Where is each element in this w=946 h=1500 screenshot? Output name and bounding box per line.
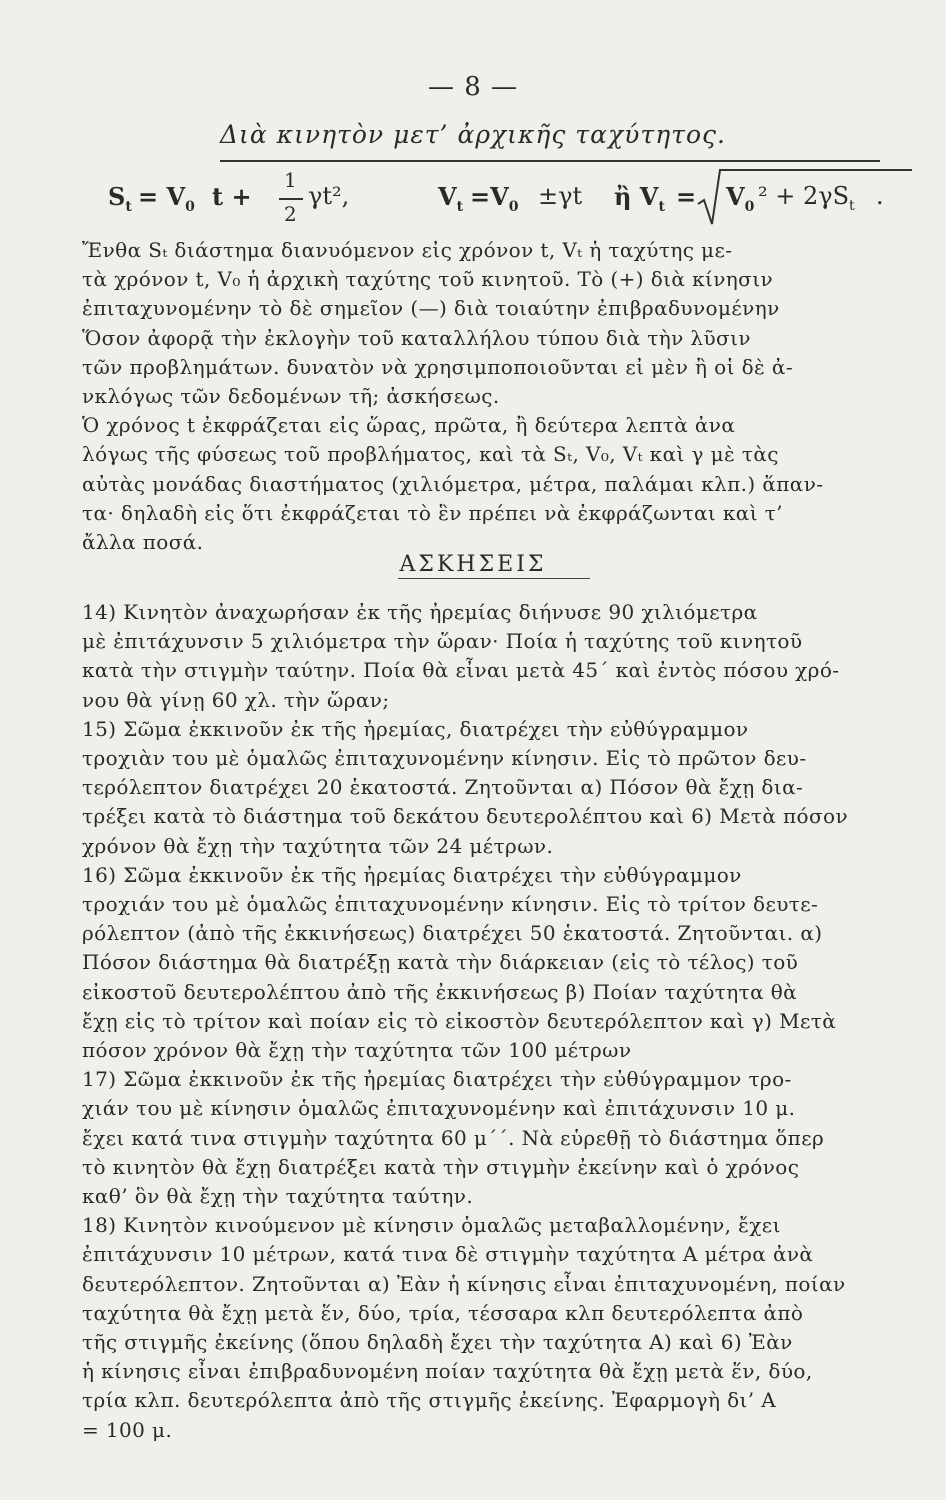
text-line: ἐπιτάχυνσιν 10 μέτρων, κατά τινα δὲ στιγμὴν ταχύτητα Α μέτρα ἀνὰ [82,1242,814,1267]
text-line: 17) Σῶμα ἐκκινοῦν ἐκ τῆς ἠρεμίας διατρέχει τὴν εὐθύγραμμον τρο- [82,1067,792,1092]
formula-period: . [876,182,884,210]
text-line: αὐτὰς μονάδας διαστήματος (χιλιόμετρα, μέτρα, παλάμαι κλπ.) ἅπαν- [82,471,824,496]
formula-vt: $V_t$ [438,182,464,215]
text-line: νου θὰ γίνῃ 60 χλ. τὴν ὥραν; [82,687,390,712]
text-line: τροχιάν του μὲ ὁμαλῶς ἐπιταχυνομένην κίνησιν. Εἰς τὸ τρίτον δευτε- [82,892,819,916]
formula-s: $S_t$ [108,182,132,215]
text-line: τροχιὰν του μὲ ὁμαλῶς ἐπιταχυνομένην κίνησιν. Εἰς τὸ πρῶτον δευ- [82,746,807,770]
text-line: καθ’ ὃν θὰ ἔχῃ τὴν ταχύτητα ταύτην. [82,1184,474,1208]
fraction-numerator: 1 [284,168,297,192]
text-line: τὰ χρόνον t, V₀ ἡ ἀρχικὴ ταχύτης τοῦ κινητοῦ. Τὸ (+) διὰ κίνησιν [82,267,774,292]
text-line: εἰκοστοῦ δευτερολέπτου ἀπὸ τῆς ἐκκινήσεως β) Ποίαν ταχύτητα θὰ [82,979,798,1004]
text-line: ἔχει κατά τινα στιγμὴν ταχύτητα 60 μ΄΄. Νὰ εὑρεθῇ τὸ διάστημα ὅπερ [82,1125,825,1150]
text-line: κατὰ τὴν στιγμὴν ταύτην. Ποία θὰ εἶναι μετὰ 45΄ καὶ ἐντὸς πόσου χρό- [82,658,840,683]
text-line: πόσον χρόνον θὰ ἔχῃ τὴν ταχύτητα τῶν 100 μέτρων [82,1038,632,1062]
text-line: τὸ κινητὸν θὰ ἔχῃ διατρέξει κατὰ τὴν στιγμὴν ἐκείνην καὶ ὁ χρόνος [82,1154,800,1179]
text-line: Ὅσον ἀφορᾷ τὴν ἐκλογὴν τοῦ καταλλήλου τύπου διὰ τὴν λῦσιν [82,325,751,350]
text-line: ἔχῃ εἰς τὸ τρίτον καὶ ποίαν εἰς τὸ εἰκοστὸν δευτερόλεπτον καὶ γ) Μετὰ [82,1008,837,1033]
text-line: τῶν προβλημάτων. δυνατὸν νὰ χρησιμποποιοῦνται εἰ μὲν ἢ οἱ δὲ ἀ- [82,354,793,379]
text-line: τῆς στιγμῆς ἐκείνης (ὅπου δηλαδὴ ἔχει τὴν ταχύτητα Α) καὶ 6) Ἐὰν [82,1330,793,1354]
text-line: τρέξει κατὰ τὸ διάστημα τοῦ δεκάτου δευτερολέπτου καὶ 6) Μετὰ πόσον [82,804,849,829]
text-line: 16) Σῶμα ἐκκινοῦν ἐκ τῆς ἠρεμίας διατρέχει τὴν εὐθύγραμμον [82,862,742,887]
text-line: Πόσον διάστημα θὰ διατρέξῃ κατὰ τὴν διάρκειαν (εἰς τὸ τέλος) τοῦ [82,950,799,975]
text-line: = 100 μ. [82,1417,173,1442]
text-line: χιάν του μὲ κίνησιν ὁμαλῶς ἐπιταχυνομένην καὶ ἐπιτάχυνσιν 10 μ. [82,1096,796,1121]
formula-eq-v0: $=V_0$ [470,182,519,215]
text-line: ἄλλα ποσά. [82,530,204,554]
section-title: Διὰ κινητὸν μετ’ ἀρχικῆς ταχύτητος. [219,120,727,149]
text-line: νκλόγως τῶν δεδομένων τῆ; ἀσκήσεως. [82,384,500,408]
text-line: μὲ ἐπιτάχυνσιν 5 χιλιόμετρα τὴν ὥραν· Ποία ἡ ταχύτης τοῦ κινητοῦ [82,629,803,654]
page-number: — 8 — [427,72,519,102]
formula-v0-squared: $V_0$ [726,182,755,215]
text-line: Ὁ χρόνος t ἐκφράζεται εἰς ὥρας, πρῶτα, ἢ δεύτερα λεπτὰ ἀνα [82,413,736,438]
fraction-denominator: 2 [284,202,297,226]
exercises-underline [398,578,590,579]
text-line: 14) Κινητὸν ἀναχωρήσαν ἐκ τῆς ἠρεμίας διήνυσε 90 χιλιόμετρα [82,600,758,624]
formula-t-plus: t + [212,182,252,211]
text-line: Ἔνθα Sₜ διάστημα διανυόμενον εἰς χρόνον t, Vₜ ἡ ταχύτης με- [82,238,733,262]
formula-pm-gt: ±γt [538,182,583,210]
text-line: δευτερόλεπτον. Ζητοῦνται α) Ἐὰν ἡ κίνησις εἶναι ἐπιταχυνομένη, ποίαν [82,1271,846,1296]
fraction-bar [279,198,303,200]
text-line: 18) Κινητὸν κινούμενον μὲ κίνησιν ὁμαλῶς μεταβαλλομένην, ἔχει [82,1213,781,1238]
text-line: τα· δηλαδὴ εἰς ὅτι ἐκφράζεται τὸ ἓν πρέπει νὰ ἐκφράζωνται καὶ τ’ [82,500,783,525]
text-line: τρία κλπ. δευτερόλεπτα ἀπὸ τῆς στιγμῆς ἐκείνης. Ἐφαρμογὴ δι’ Α [82,1388,777,1413]
text-line: χρόνον θὰ ἔχῃ τὴν ταχύτητα τῶν 24 μέτρων. [82,833,554,858]
text-line: λόγως τῆς φύσεως τοῦ προβλήματος, καὶ τὰ Sₜ, V₀, Vₜ καὶ γ μὲ τὰς [82,442,779,467]
formula-or-vt: ἢ $V_t$ [614,182,665,215]
text-line: ἡ κίνησις εἶναι ἐπιβραδυνομένη ποίαν ταχύτητα θὰ ἔχῃ μετὰ ἕν, δύο, [82,1359,813,1384]
title-underline [220,160,880,162]
text-line: τερόλεπτον διατρέχει 20 ἑκατοστά. Ζητοῦνται α) Πόσον θὰ ἔχῃ δια- [82,775,804,800]
formula-2gs: $^2 + 2\gamma S_t$ [758,182,855,214]
text-line: ρόλεπτον (ἀπὸ τῆς ἐκκινήσεως) διατρέχει 50 ἑκατοστά. Ζητοῦνται. α) [82,921,823,946]
exercises-heading: ΑΣΚΗΣΕΙΣ [399,552,547,577]
kinematics-formulas [108,168,908,230]
text-line: ταχύτητα θὰ ἔχῃ μετὰ ἕν, δύο, τρία, τέσσαρα κλπ δευτερόλεπτα ἀπὸ [82,1300,804,1325]
formula-v0: = $V_0$ [138,182,195,215]
text-line: 15) Σῶμα ἐκκινοῦν ἐκ τῆς ἠρεμίας, διατρέχει τὴν εὐθύγραμμον [82,716,749,741]
text-line: ἐπιταχυνομένην τὸ δὲ σημεῖον (—) διὰ τοιαύτην ἐπιβραδυνομένην [82,296,780,321]
formula-gamma-t2: γt², [308,182,350,210]
formula-eq: = [676,182,697,211]
